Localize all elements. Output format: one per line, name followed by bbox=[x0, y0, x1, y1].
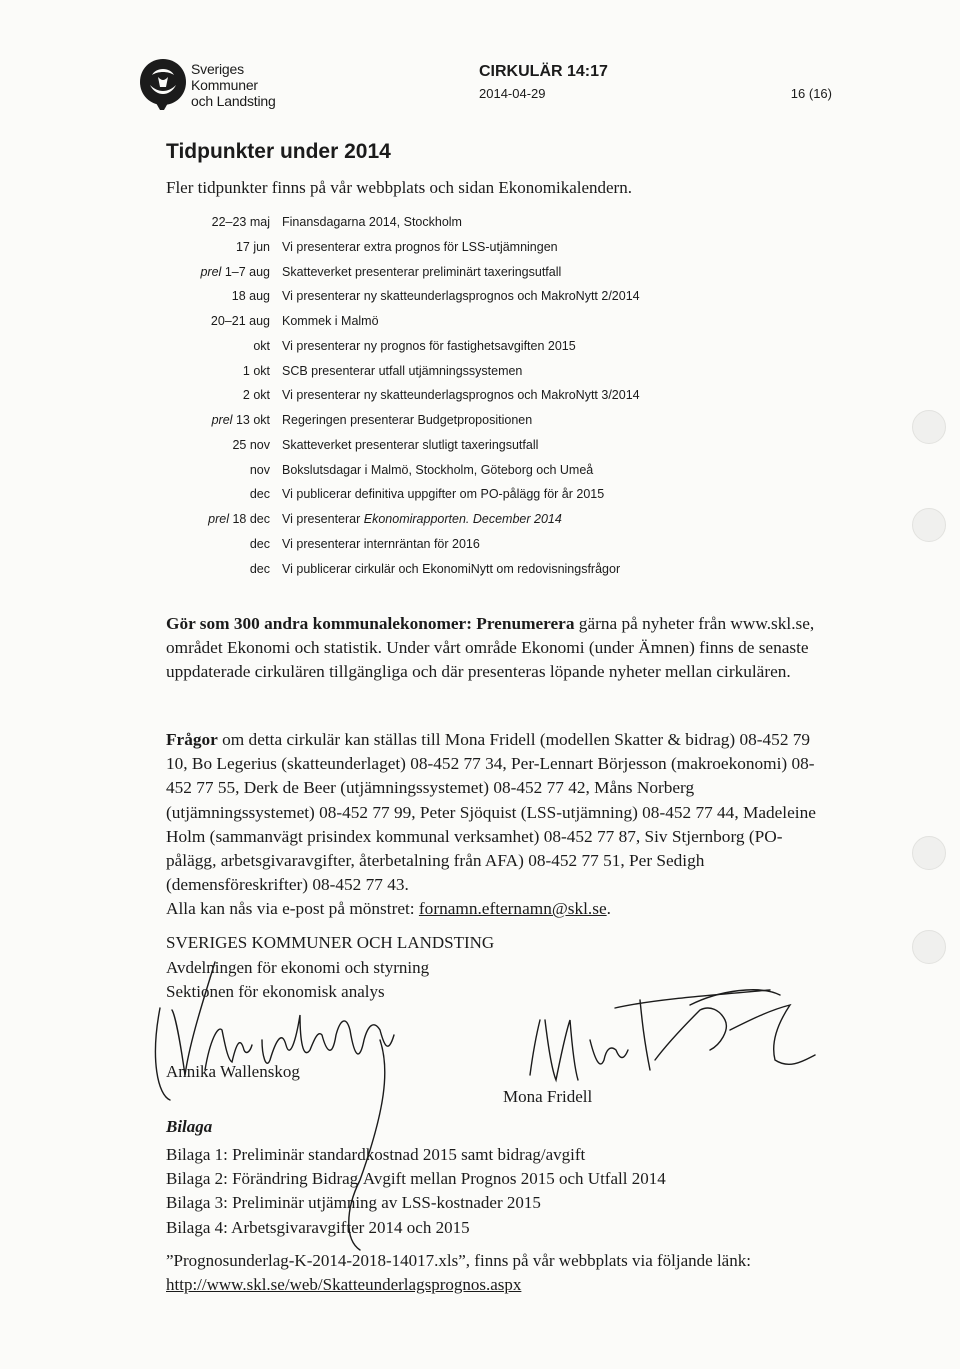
schedule-row bbox=[166, 313, 726, 338]
event-text: Vi presenterar ny prognos för fastighetsavgiften 2015 bbox=[282, 338, 576, 353]
event-text-italic: Ekonomirapporten. December 2014 bbox=[363, 512, 562, 526]
prel-marker: prel bbox=[208, 512, 229, 526]
schedule-event bbox=[282, 486, 604, 502]
schedule-date bbox=[253, 338, 270, 354]
schedule-row bbox=[166, 511, 726, 536]
questions-text: om detta cirkulär kan ställas till Mona Fridell (modellen Skatter & bidrag) 08-452 79 10, Bo Legerius (skatteunderlaget) 08-452 77 34, Per-Lennart Börjesson (makroekonomi) 08-452 77 55, Derk de Beer (utjämningssystemet) 08-452 77 42, Måns Norberg (utjämningssystemet) 08-452 77 99, Peter Sjöquist (LSS-utjämning) 08-452 77 44, Madeleine Holm (sammanvägt prisindex kommunal verksamhet) 08-452 77 87, Siv Stjernborg (PO-pålägg, arbetsgivaravgifter, återbetalning från AFA) 08-452 77 51, Per Sedigh (demensföreskrifter) 08-452 77 43. bbox=[166, 730, 816, 895]
date-value: 18 aug bbox=[231, 289, 270, 304]
punch-hole bbox=[912, 930, 946, 964]
date-value: 2 okt bbox=[242, 388, 270, 403]
email-pattern-link[interactable]: fornamn.efternamn@skl.se bbox=[418, 899, 607, 919]
attachments-list bbox=[166, 1143, 666, 1240]
schedule-row bbox=[166, 486, 726, 511]
prel-marker: prel bbox=[200, 264, 222, 279]
date-value: okt bbox=[253, 338, 270, 353]
date-value: 1–7 aug bbox=[224, 264, 270, 279]
schedule-date bbox=[250, 561, 270, 577]
prel-marker: prel bbox=[211, 413, 233, 427]
prognosis-link[interactable]: http://www.skl.se/web/Skatteunderlagsprognos.aspx bbox=[166, 1275, 522, 1295]
email-suffix: . bbox=[606, 899, 611, 919]
schedule-row bbox=[166, 387, 726, 412]
schedule-event bbox=[282, 511, 562, 527]
organization-name bbox=[191, 61, 276, 109]
punch-hole bbox=[912, 508, 946, 542]
intro-text: Fler tidpunkter finns på vår webbplats och sidan Ekonomikalendern. bbox=[166, 178, 632, 197]
date-value: 13 okt bbox=[235, 413, 270, 427]
schedule-date bbox=[212, 214, 270, 230]
subscribe-paragraph bbox=[166, 612, 826, 685]
schedule-event bbox=[282, 536, 480, 552]
circular-title: CIRKULÄR 14:17 bbox=[479, 63, 608, 80]
subscribe-lead: Gör som 300 andra kommunalekonomer: Prenumerera bbox=[166, 614, 575, 633]
org-line: Kommuner bbox=[191, 77, 258, 93]
punch-hole bbox=[912, 410, 946, 444]
schedule-event bbox=[282, 363, 522, 379]
schedule-event bbox=[282, 264, 561, 280]
org-line: och Landsting bbox=[191, 93, 276, 109]
attachment-item: Bilaga 2: Förändring Bidrag/Avgift mellan Prognos 2015 och Utfall 2014 bbox=[166, 1169, 666, 1189]
event-text: Skatteverket presenterar preliminärt taxeringsutfall bbox=[282, 264, 562, 279]
date-value: dec bbox=[249, 561, 270, 576]
date-value: 1 okt bbox=[242, 363, 270, 378]
date-value: 25 nov bbox=[232, 437, 270, 452]
event-text: Vi presenterar ny skatteunderlagsprognos och MakroNytt 2/2014 bbox=[282, 289, 640, 304]
event-text: Regeringen presenterar Budgetpropositionen bbox=[282, 413, 533, 427]
schedule-row bbox=[166, 338, 726, 363]
schedule-event bbox=[282, 561, 620, 577]
attachment-item: Bilaga 4: Arbetsgivaravgifter 2014 och 2015 bbox=[166, 1217, 470, 1237]
schedule-date bbox=[200, 264, 270, 280]
schedule-row bbox=[166, 214, 726, 239]
signer-name-2: Mona Fridell bbox=[503, 1087, 593, 1106]
date-value: 18 dec bbox=[232, 512, 270, 526]
schedule-date bbox=[250, 536, 270, 552]
event-text: Kommek i Malmö bbox=[282, 314, 379, 328]
event-text: Vi publicerar definitiva uppgifter om PO-pålägg för år 2015 bbox=[282, 487, 605, 502]
schedule-date bbox=[250, 486, 270, 502]
schedule-row bbox=[166, 536, 726, 561]
date-value: 17 jun bbox=[235, 239, 270, 254]
schedule-event bbox=[282, 239, 558, 255]
punch-hole bbox=[912, 836, 946, 870]
signature-section: Sektionen för ekonomisk analys bbox=[166, 982, 385, 1001]
attachment-item: Bilaga 3: Preliminär utjämning av LSS-kostnader 2015 bbox=[166, 1193, 541, 1213]
file-note-text: ”Prognosunderlag-K-2014-2018-14017.xls”, finns på vår webbplats via följande länk: bbox=[166, 1251, 751, 1270]
signature-fridell bbox=[530, 1020, 578, 1080]
schedule-event bbox=[282, 214, 462, 230]
schedule-date bbox=[212, 412, 270, 428]
date-value: dec bbox=[249, 536, 270, 551]
event-text: Vi presenterar extra prognos för LSS-utjämningen bbox=[282, 239, 558, 254]
signature-department: Avdelningen för ekonomi och styrning bbox=[166, 957, 430, 977]
schedule-row bbox=[166, 239, 726, 264]
schedule-event bbox=[282, 288, 640, 304]
schedule-date bbox=[232, 437, 270, 453]
signer-name-1: Annika Wallenskog bbox=[166, 1062, 300, 1081]
attachment-item: Bilaga 1: Preliminär standardkostnad 2015 samt bidrag/avgift bbox=[166, 1145, 586, 1164]
schedule-date bbox=[243, 363, 270, 379]
schedule-row bbox=[166, 288, 726, 313]
event-text: Vi publicerar cirkulär och EkonomiNytt om redovisningsfrågor bbox=[282, 561, 621, 576]
page-heading: Tidpunkter under 2014 bbox=[166, 140, 391, 163]
date-value: 20–21 aug bbox=[210, 314, 270, 328]
schedule-event bbox=[282, 338, 576, 354]
schedule-event bbox=[282, 412, 532, 428]
schedule-table bbox=[166, 214, 726, 585]
schedule-date bbox=[211, 313, 270, 329]
schedule-date bbox=[232, 288, 270, 304]
schedule-row bbox=[166, 412, 726, 437]
schedule-date bbox=[208, 511, 270, 527]
schedule-event bbox=[282, 437, 538, 453]
event-text: Skatteverket presenterar slutligt taxeringsutfall bbox=[282, 437, 539, 452]
attachments-heading: Bilaga bbox=[166, 1117, 213, 1136]
org-line: Sveriges bbox=[191, 61, 244, 77]
event-text: Vi presenterar bbox=[282, 512, 364, 526]
schedule-event bbox=[282, 387, 640, 403]
event-text: Finansdagarna 2014, Stockholm bbox=[282, 215, 462, 229]
schedule-date bbox=[236, 239, 270, 255]
schedule-row bbox=[166, 561, 726, 586]
schedule-row bbox=[166, 462, 726, 487]
questions-lead: Frågor bbox=[166, 730, 218, 749]
schedule-row bbox=[166, 264, 726, 289]
date-value: 22–23 maj bbox=[211, 215, 270, 229]
schedule-date bbox=[250, 462, 270, 478]
page-number: 16 (16) bbox=[790, 86, 832, 101]
questions-paragraph bbox=[166, 728, 826, 922]
event-text: Bokslutsdagar i Malmö, Stockholm, Göteborg och Umeå bbox=[282, 462, 594, 477]
schedule-date bbox=[243, 387, 270, 403]
event-text: Vi presenterar internräntan för 2016 bbox=[282, 536, 480, 551]
signature-org: SVERIGES KOMMUNER OCH LANDSTING bbox=[166, 933, 495, 952]
schedule-row bbox=[166, 437, 726, 462]
schedule-row bbox=[166, 363, 726, 388]
event-text: SCB presenterar utfall utjämningssystemen bbox=[282, 363, 523, 378]
signature-block bbox=[166, 931, 494, 1005]
date-value: dec bbox=[249, 487, 270, 502]
circular-date: 2014-04-29 bbox=[479, 86, 546, 101]
file-note bbox=[166, 1249, 836, 1297]
skl-logo bbox=[138, 57, 188, 111]
schedule-event bbox=[282, 313, 379, 329]
event-text: Vi presenterar ny skatteunderlagsprognos och MakroNytt 3/2014 bbox=[282, 388, 640, 403]
email-prefix: Alla kan nås via e-post på mönstret: bbox=[166, 899, 419, 919]
subscribe-text: gärna på nyheter från www.skl.se, området Ekonomi och statistik. Under vårt område Ekonomi (under Ämnen) finns de senaste uppdaterade cirkulären tillgängliga och där presenteras löpande nyheter mellan cirkulären. bbox=[166, 614, 815, 682]
schedule-event bbox=[282, 462, 593, 478]
date-value: nov bbox=[249, 462, 270, 477]
